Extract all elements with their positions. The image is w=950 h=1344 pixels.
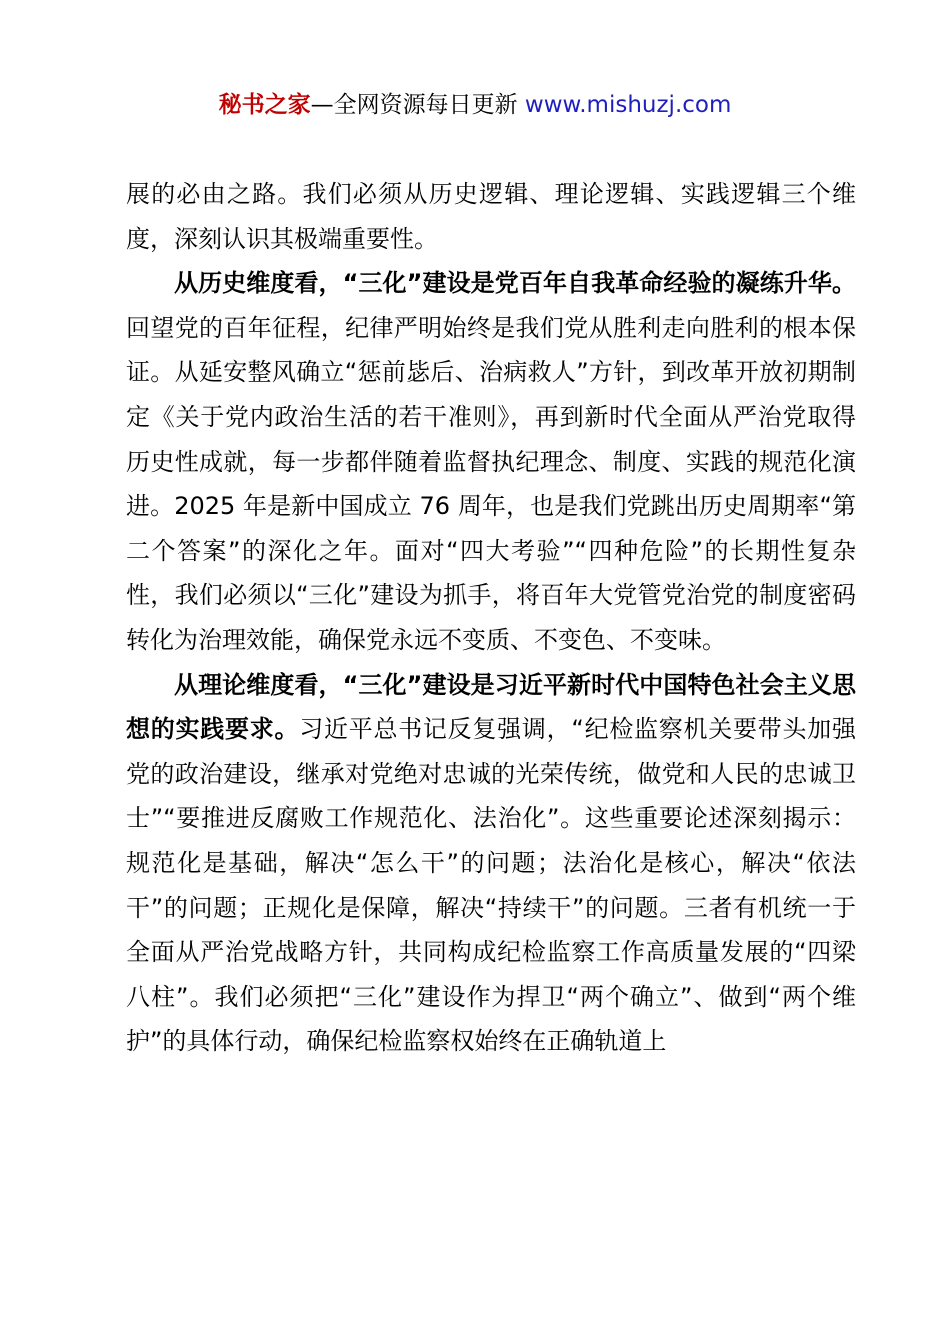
header-tagline: —全网资源每日更新 (310, 92, 518, 118)
paragraph-continuation (126, 172, 856, 261)
paragraph-text: 习近平总书记反复强调，“纪检监察机关要带头加强党的政治建设，继承对党绝对忠诚的光荣传统，做党和人民的忠诚卫士”“要推进反腐败工作规范化、法治化”。这些重要论述深刻揭示：规范化是基础，解决“怎么干”的问题；法治化是核心，解决“依法干”的问题；正规化是保障，解决“持续干”的问题。三者有机统一于全面从严治党战略方针，共同构成纪检监察工作高质量发展的“四梁八柱”。我们必须把“三化”建设作为捍卫“两个确立”、做到“两个维护”的具体行动，确保纪检监察权始终在正确轨道上 (126, 715, 857, 1056)
paragraph-text: 展的必由之路。我们必须从历史逻辑、理论逻辑、实践逻辑三个维度，深刻认识其极端重要性。 (126, 180, 856, 253)
document-body (126, 172, 856, 1064)
paragraph-lead-sentence: 从理论维度看，“三化”建设是习近平新时代中国特色社会主义思想的实践要求。 (126, 670, 856, 744)
site-url-link[interactable]: www.mishuzj.com (524, 92, 732, 118)
paragraph-text: 回望党的百年征程，纪律严明始终是我们党从胜利走向胜利的根本保证。从延安整风确立“惩前毖后、治病救人”方针，到改革开放初期制定《关于党内政治生活的若干准则》，再到新时代全面从严治党取得历史性成就，每一步都伴随着监督执纪理念、制度、实践的规范化演进。2025 年是新中国成立 76 周年，也是我们党跳出历史周期率“第二个答案”的深化之年。面对“四大考验”“四种危险”的长期性复杂性，我们必须以“三化”建设为抓手，将百年大党管党治党的制度密码转化为治理效能，确保党永远不变质、不变色、不变味。 (126, 313, 856, 654)
brand-name: 秘书之家 (218, 92, 311, 118)
paragraph-historical-dimension (126, 261, 856, 662)
paragraph-theoretical-dimension (126, 663, 856, 1064)
paragraph-lead-sentence: 从历史维度看，“三化”建设是党百年自我革命经验的凝练升华。 (174, 269, 856, 298)
site-header (0, 88, 950, 122)
